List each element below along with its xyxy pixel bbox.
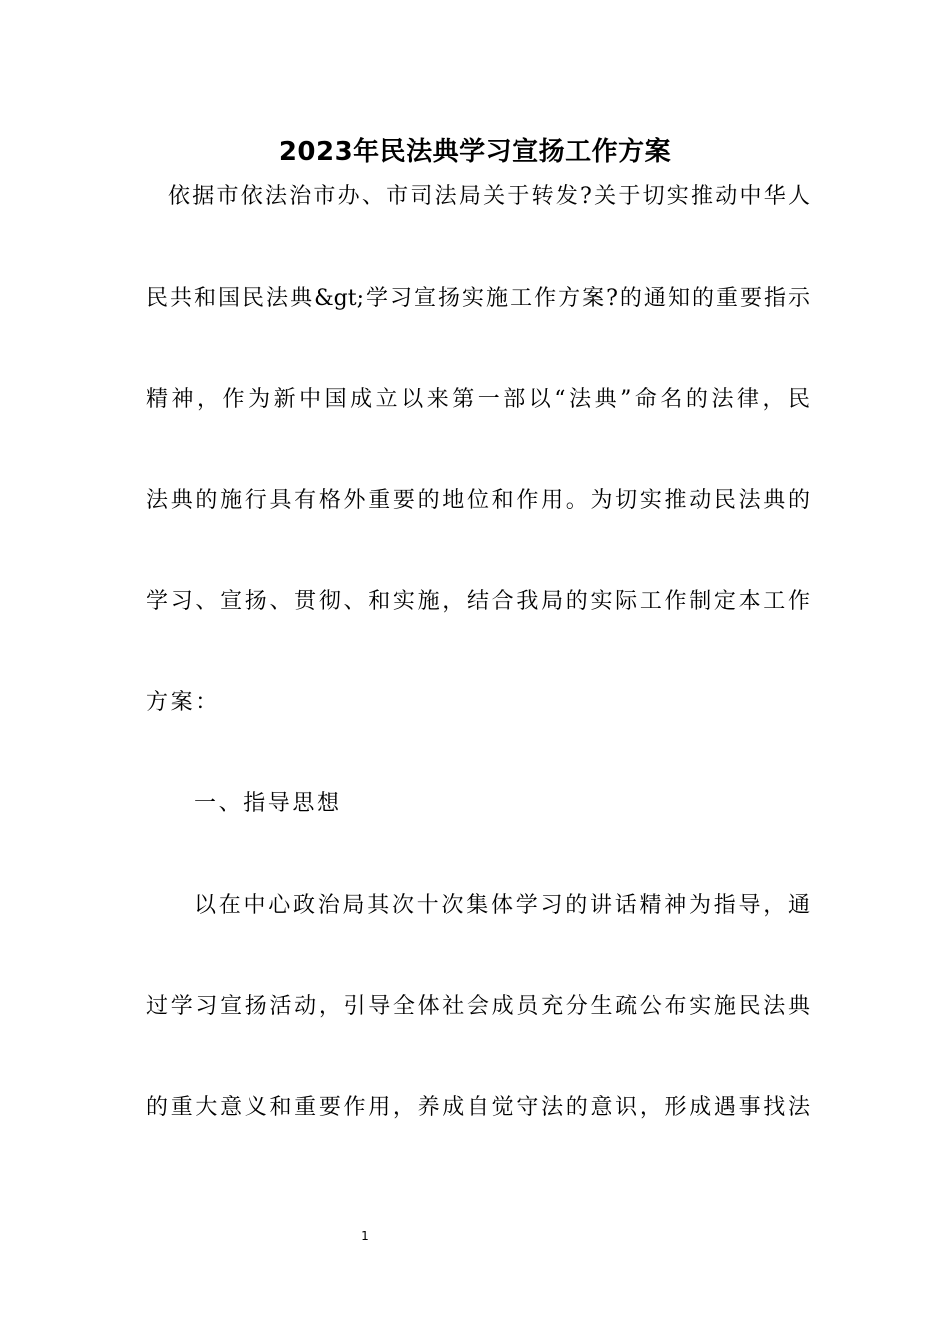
- paragraph-line: 法典的施行具有格外重要的地位和作用。为切实推动民法典的: [146, 488, 810, 513]
- paragraph-line: 民共和国民法典&gt;学习宣扬实施工作方案?的通知的重要指示: [146, 286, 810, 311]
- paragraph-line: 方案：: [146, 690, 220, 715]
- paragraph-line: 过学习宣扬活动，引导全体社会成员充分生疏公布实施民法典: [146, 994, 810, 1019]
- document-title: 2023年民法典学习宣扬工作方案: [278, 137, 672, 167]
- paragraph-line: 以在中心政治局其次十次集体学习的讲话精神为指导，通: [194, 893, 810, 918]
- section-heading: 一、指导思想: [194, 791, 342, 816]
- page-number: 1: [361, 1229, 369, 1243]
- paragraph-line: 精神，作为新中国成立以来第一部以“法典”命名的法律，民: [146, 387, 810, 412]
- paragraph-line: 学习、宣扬、贯彻、和实施，结合我局的实际工作制定本工作: [146, 589, 810, 614]
- paragraph-line: 的重大意义和重要作用，养成自觉守法的意识，形成遇事找法: [146, 1095, 810, 1120]
- paragraph-line: 依据市依法治市办、市司法局关于转发?关于切实推动中华人: [168, 184, 810, 209]
